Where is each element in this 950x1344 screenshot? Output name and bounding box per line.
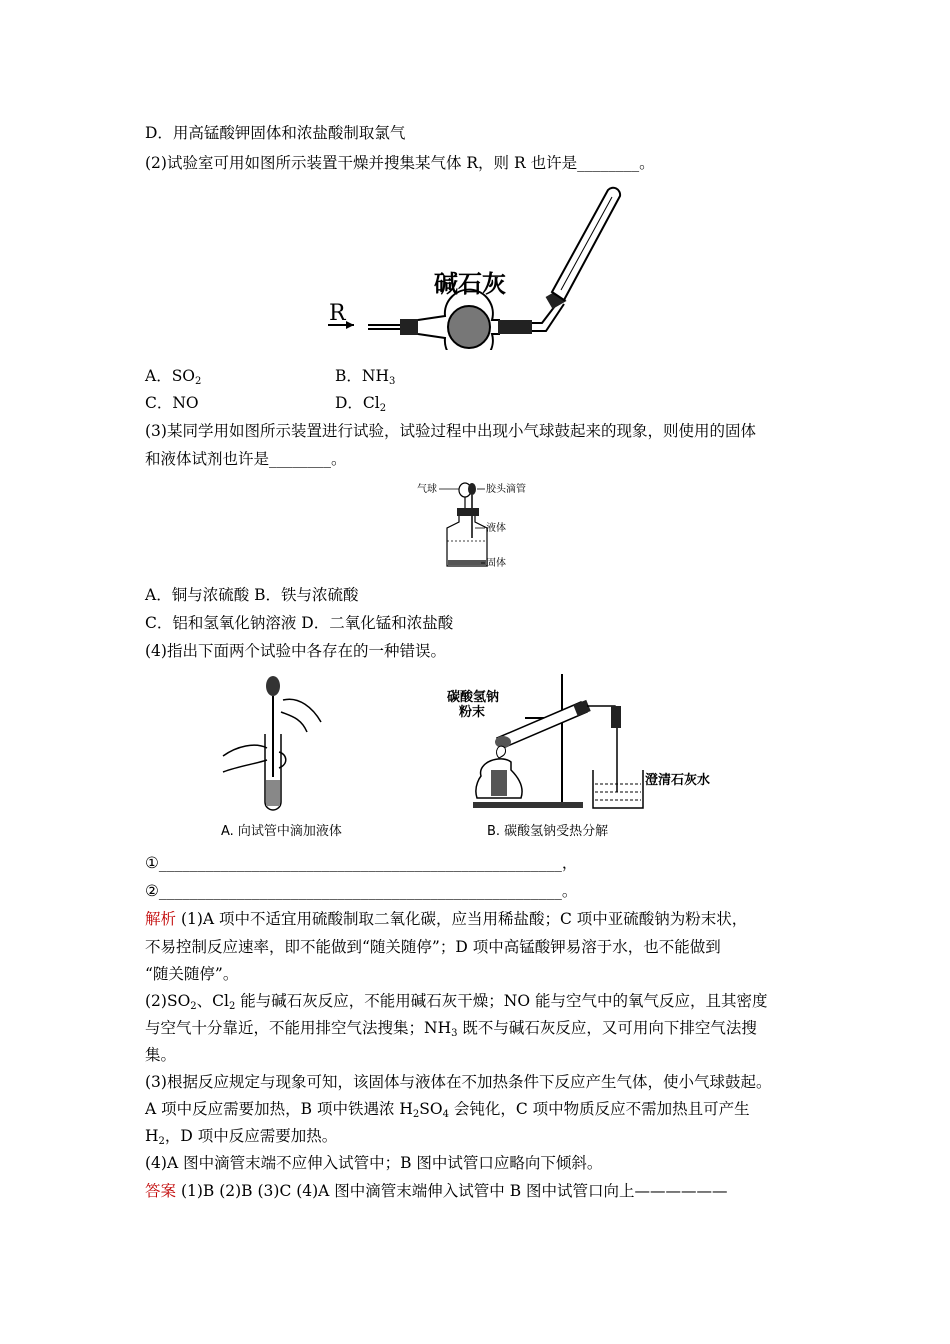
powder-label-2: 粉末 <box>459 705 486 720</box>
dropper-label: 胶头滴管 <box>486 484 526 495</box>
analysis-3-line-1: (3)根据反应规定与现象可知，该固体与液体在不加热条件下反应产生气体，使小气球鼓起。 <box>145 1073 772 1091</box>
balloon-flask-figure <box>415 478 540 573</box>
answer-label: 答案 <box>145 1182 177 1200</box>
question-3-line-1: (3)某同学用如图所示装置进行试验，试验过程中出现小气球鼓起来的现象，则使用的固体 <box>145 422 756 440</box>
dropper-bulb <box>266 676 280 696</box>
answer-blank-2: ②____________________________________________________。 <box>145 882 578 900</box>
gas-r-label: R <box>329 301 346 326</box>
caption-a: A. 向试管中滴加液体 <box>221 824 342 839</box>
analysis-line-3: “随关随停”。 <box>145 965 239 983</box>
experiments-figure <box>215 672 755 844</box>
flame <box>497 746 506 758</box>
q2-option-c: C．NO <box>145 394 199 412</box>
solid-label: 固体 <box>486 558 506 569</box>
hand-holding <box>223 745 267 756</box>
answer-blank-1: ①____________________________________________________， <box>145 854 578 872</box>
q2-option-a: A．$SO_2$ <box>145 367 202 387</box>
experiment-a <box>221 676 342 839</box>
hand-top <box>283 699 321 722</box>
balloon-label: 气球 <box>417 484 437 495</box>
dropper-bulb <box>468 483 476 495</box>
analysis-3-line-3: $H_2$，D 项中反应需要加热。 <box>145 1127 338 1147</box>
q2-option-b: B．$NH_3$ <box>335 367 396 387</box>
analysis-4: (4)A 图中滴管末端不应伸入试管中；B 图中试管口应略向下倾斜。 <box>145 1154 603 1172</box>
q3-options-ab: A．铜与浓硫酸 B．铁与浓硫酸 <box>145 586 359 604</box>
q2-option-d: D．$Cl_2$ <box>335 394 387 414</box>
question-2: (2)试验室可用如图所示装置干燥并搜集某气体 R，则 R 也许是________。 <box>145 154 655 172</box>
rubber-tube <box>611 706 621 728</box>
answer-line: 答案 (1)B (2)B (3)C (4)A 图中滴管末端伸入试管中 B 图中试管口向上—————— <box>145 1182 728 1200</box>
option-d-text: D．用高锰酸钾固体和浓盐酸制取氯气 <box>145 124 406 142</box>
analysis-2-line-1: $(2)SO_2$、$Cl_2$ 能与碱石灰反应，不能用碱石灰干燥；NO 能与空气中的氧气反应，且其密度 <box>145 992 768 1012</box>
solid-layer <box>448 560 486 565</box>
liquid-label: 液体 <box>486 523 506 534</box>
caption-b: B. 碳酸氢钠受热分解 <box>487 824 609 839</box>
analysis-2-line-3: 集。 <box>145 1046 177 1064</box>
analysis-line-1: 解析 (1)A 项中不适宜用硫酸制取二氧化碳，应当用稀盐酸；C 项中亚硫酸钠为粉末状， <box>145 910 748 928</box>
inlet-stopper <box>400 319 418 335</box>
analysis-3-line-2: A 项中反应需要加热，B 项中铁遇浓 $H_2SO_4$ 会钝化，C 项中物质反应不需加热且可产生 <box>145 1100 750 1120</box>
tube-liquid <box>266 780 280 806</box>
analysis-label: 解析 <box>145 910 177 928</box>
flask-stopper <box>457 508 479 516</box>
q3-options-cd: C．铝和氢氧化钠溶液 D．二氧化锰和浓盐酸 <box>145 614 454 632</box>
analysis-line-2: 不易控制反应速率，即不能做到“随关随停”；D 项中高锰酸钾易溶于水，也不能做到 <box>145 938 721 956</box>
outlet-hose <box>498 320 532 334</box>
arrow-head <box>346 321 354 329</box>
stand-base <box>473 802 583 808</box>
experiment-b <box>447 674 710 839</box>
question-3-line-2: 和液体试剂也许是________。 <box>145 450 347 468</box>
lamp-fuel <box>491 770 507 796</box>
beaker <box>593 770 643 808</box>
powder-label-1: 碳酸氢钠 <box>447 690 500 705</box>
limewater-label: 澄清石灰水 <box>645 773 711 788</box>
soda-lime-label: 碱石灰 <box>434 270 506 298</box>
question-4: (4)指出下面两个试验中各存在的一种错误。 <box>145 642 446 660</box>
drying-apparatus-figure <box>320 180 640 350</box>
analysis-2-line-2: 与空气十分靠近，不能用排空气法搜集；$NH_3$ 既不与碱石灰反应，又可用向下排空气法搜 <box>145 1019 757 1039</box>
